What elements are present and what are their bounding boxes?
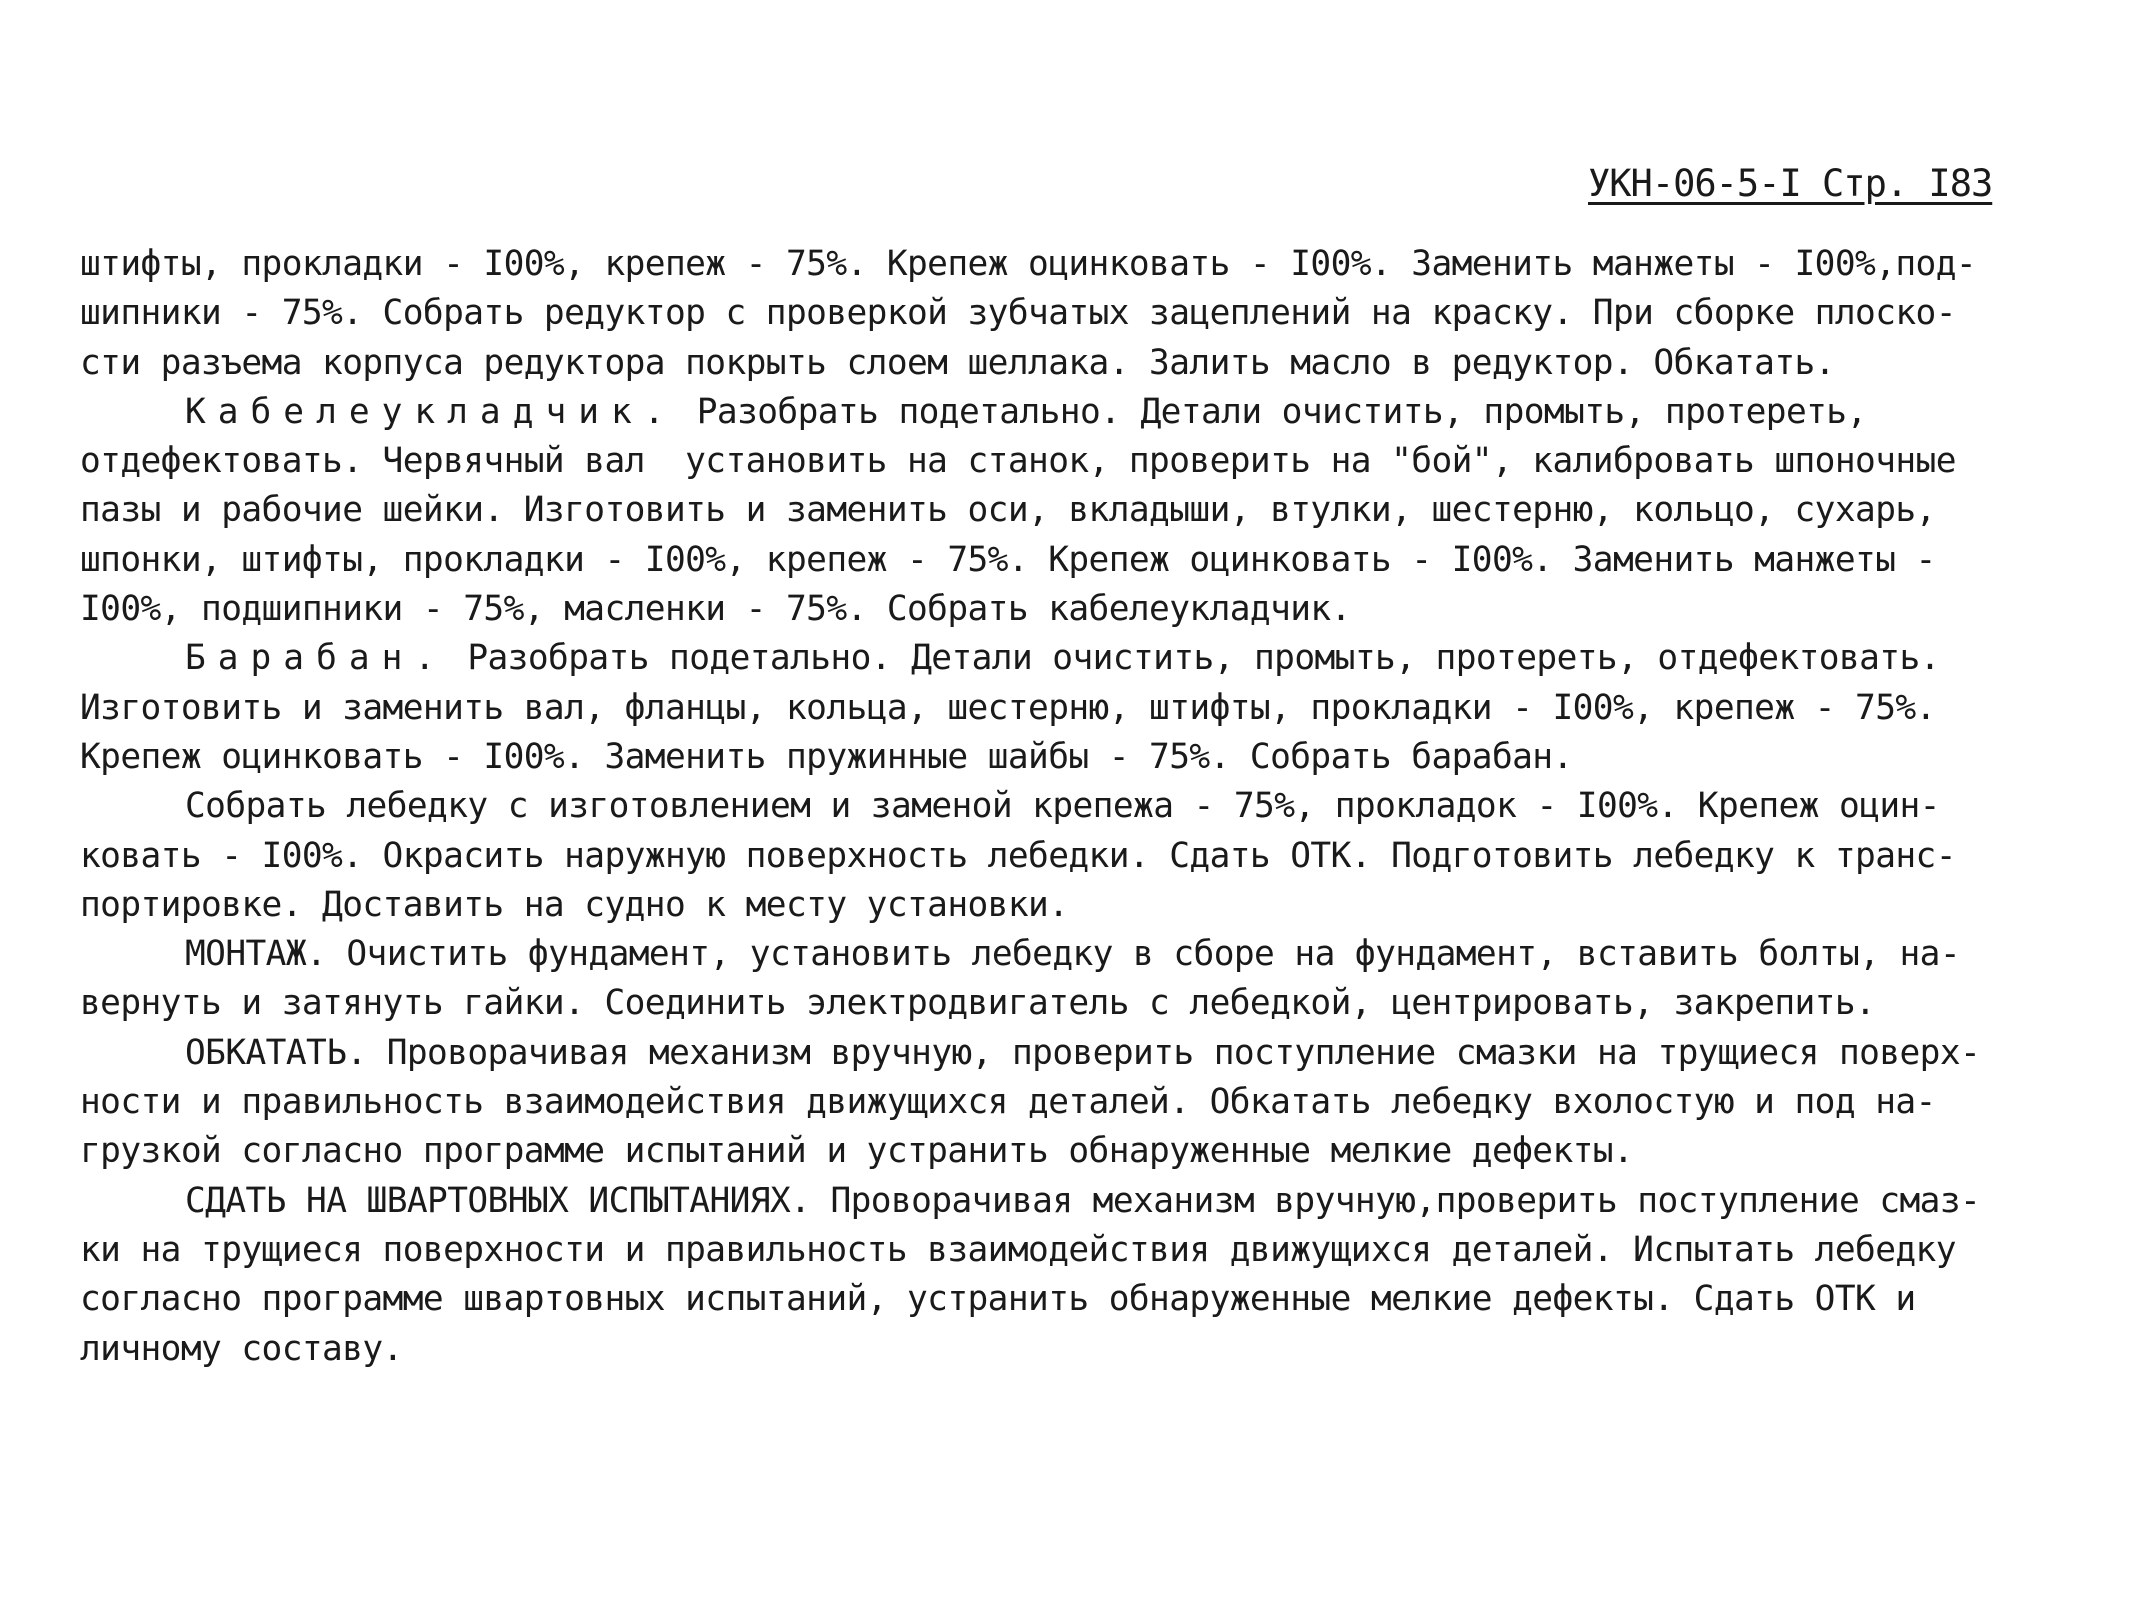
text-line: отдефектовать. Червячный вал установить на станок, проверить на "бой", калибровать шпоночные bbox=[80, 441, 1956, 482]
text-line: личному составу. bbox=[80, 1328, 403, 1369]
text-line: ковать - I00%. Окрасить наружную поверхность лебедки. Сдать ОТК. Подготовить лебедку к транс- bbox=[80, 835, 1956, 876]
text-line: грузкой согласно программе испытаний и устранить обнаруженные мелкие дефекты. bbox=[80, 1131, 1634, 1172]
text-line: сти разъема корпуса редуктора покрыть слоем шеллака. Залить масло в редуктор. Обкатать. bbox=[80, 342, 1835, 383]
text-line: согласно программе швартовных испытаний, устранить обнаруженные мелкие дефекты. Сдать ОТК и bbox=[80, 1279, 1916, 1320]
text-line: Разобрать подетально. Детали очистить, промыть, протереть, bbox=[696, 391, 1867, 432]
text-line: ки на трущиеся поверхности и правильность взаимодействия движущихся деталей. Испытать лебедку bbox=[80, 1229, 1956, 1270]
paragraph-drum bbox=[80, 634, 2000, 683]
text-line: шипники - 75%. Собрать редуктор с проверкой зубчатых зацеплений на краску. При сборке плоско- bbox=[80, 293, 1956, 334]
paragraph-assembly: Собрать лебедку с изготовлением и заменой крепежа - 75%, прокладок - I00%. Крепеж оцин- bbox=[185, 786, 1940, 827]
text-line: Разобрать подетально. Детали очистить, промыть, протереть, отдефектовать. bbox=[467, 638, 1940, 679]
document-body bbox=[80, 240, 2000, 1374]
paragraph-cable-layer bbox=[80, 388, 2000, 437]
text-line: Крепеж оцинковать - I00%. Заменить пружинные шайбы - 75%. Собрать барабан. bbox=[80, 736, 1573, 777]
text-line: ности и правильность взаимодействия движущихся деталей. Обкатать лебедку вхолостую и под на- bbox=[80, 1082, 1936, 1123]
paragraph-run-in: ОБКАТАТЬ. Проворачивая механизм вручную, проверить поступление смазки на трущиеся поверх- bbox=[185, 1032, 1981, 1073]
text-line: штифты, прокладки - I00%, крепеж - 75%. Крепеж оцинковать - I00%. Заменить манжеты - I00%,под- bbox=[80, 244, 1977, 284]
text-line: Изготовить и заменить вал, фланцы, кольца, шестерню, штифты, прокладки - I00%, крепеж - 75%. bbox=[80, 687, 1936, 728]
text-line: шпонки, штифты, прокладки - I00%, крепеж - 75%. Крепеж оцинковать - I00%. Заменить манжеты - bbox=[80, 539, 1936, 580]
text-line: вернуть и затянуть гайки. Соединить электродвигатель с лебедкой, центрировать, закрепить. bbox=[80, 983, 1876, 1024]
text-line: I00%, подшипники - 75%, масленки - 75%. Собрать кабелеукладчик. bbox=[80, 589, 1351, 630]
text-line: пазы и рабочие шейки. Изготовить и заменить оси, вкладыши, втулки, шестерню, кольцо, сухарь, bbox=[80, 490, 1936, 531]
section-title-drum: Барабан. bbox=[185, 638, 448, 679]
paragraph-installation: МОНТАЖ. Очистить фундамент, установить лебедку в сборе на фундамент, вставить болты, на- bbox=[185, 934, 1961, 975]
section-title-cable-layer: Кабелеукладчик. bbox=[185, 391, 677, 432]
page-reference: УКН-06-5-I Стр. I83 bbox=[1588, 162, 1993, 205]
text-line: портировке. Доставить на судно к месту установки. bbox=[80, 884, 1069, 925]
paragraph-mooring-trials: СДАТЬ НА ШВАРТОВНЫХ ИСПЫТАНИЯХ. Проворачивая механизм вручную,проверить поступление смаз- bbox=[185, 1180, 1981, 1221]
